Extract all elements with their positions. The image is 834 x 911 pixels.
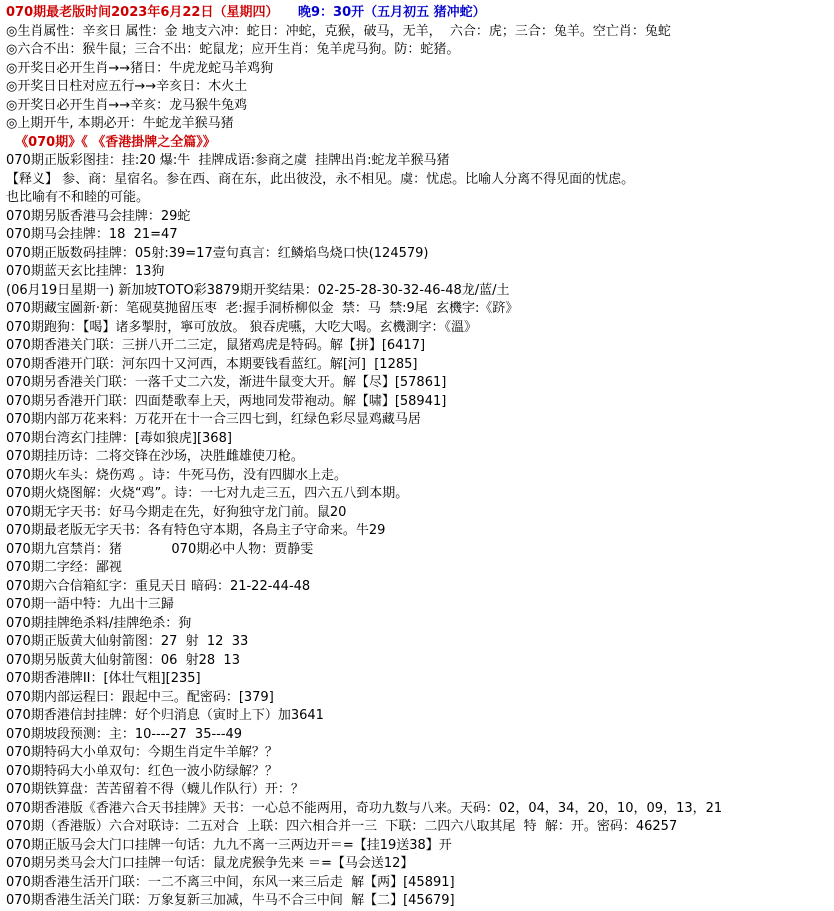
header-line xyxy=(0,4,834,23)
document-line: ◎上期开牛, 本期必开：牛蛇龙羊猴马猪 xyxy=(6,116,234,131)
document-line: 070期台湾玄门挂牌：[毒如狼虎][368] xyxy=(6,430,232,446)
document-line: 070期（香港版）六合对联诗：二五对合 上联：四六相合并一三 下联：二四六八取其尾 特 解：开。密码：46257 xyxy=(6,819,678,834)
document-line: 070期香港信封挂牌：好个归消息（寅时上下）加3641 xyxy=(6,708,324,723)
document-line: ◎六合不出：猴牛鼠；三合不出：蛇鼠龙；应开生肖：兔羊虎马狗。防：蛇猪。 xyxy=(6,42,460,57)
document-line: ◎开奖日日柱对应五行→→辛亥日：木火土 xyxy=(6,79,248,94)
document-line: 070期二字经：鄙视 xyxy=(6,560,122,575)
document-line: 070期内部运程曰：跟起中三。配密码：[379] xyxy=(6,689,274,705)
document-line: 070期正版彩图挂：挂:20 爆:牛 挂牌成语:参商之虞 挂牌出肖:蛇龙羊猴马猪 xyxy=(6,153,450,168)
document-line: ◎生肖属性：辛亥日 属性：金 地支六冲：蛇日：冲蛇，克猴，破马，无羊， 六合：虎；三合：兔羊。空亡肖：兔蛇 xyxy=(6,23,671,39)
document-line: 070期特码大小单双句：红色一波小防绿解？？ xyxy=(6,763,278,779)
document-line: 070期六合信箱紅字：重見天日 暗码：21-22-44-48 xyxy=(6,578,311,594)
header-title-left: 070期最老版时间2023年6月22日（星期四） xyxy=(6,5,272,20)
document-line: 070期马会挂牌：18 21=47 xyxy=(6,227,178,242)
document-line: 070期铁算盘：苦苦留着不得（蠛儿作队行）开：？ xyxy=(6,782,304,797)
document-line: 070期另香港关门联：一落千丈二六发，渐进牛鼠变大开。解【尽】[57861] xyxy=(6,375,447,390)
document-line: 070期内部万花来料：万花开在十一合三四七到，红绿色彩尽显鸡藏马居 xyxy=(6,412,421,427)
document-line: 070期另类马会大门口挂牌一句话：鼠龙虎猴争先来 ＝=【马会送12】 xyxy=(6,856,414,871)
document-line: 070期正版黄大仙射箭图：27 射 12 33 xyxy=(6,634,249,649)
document-line: 【释义】 参、商：星宿名。参在西、商在东，此出彼没，永不相见。虞：忧虑。比喻人分离不得见面的忧虑。 xyxy=(6,171,635,187)
document-line: 070期藏宝圖新·新：笔砚莫抛留压枣 老:握手洞桥柳似金 禁：马 禁:9尾 玄機字:《跻》 xyxy=(6,301,519,316)
document-line: 070期香港牌II：[体壮气粗][235] xyxy=(6,671,201,686)
document-line: 070期香港版《香港六合天书挂牌》天书：一心总不能两用，奇功九数与八来。天码：02，04，34，20，10，09，13，21 xyxy=(6,800,723,816)
document-line: 070期特码大小单双句：今期生肖定牛羊解？？ xyxy=(6,745,278,760)
document-line: 070期火车头：烧伤鸡 。诗：牛死马伤，没有四脚水上走。 xyxy=(6,467,347,483)
document-line: 070期香港生活关门联：万象复新三加减，牛马不合三中间 解【二】[45679] xyxy=(6,893,455,908)
document-body xyxy=(0,23,834,911)
document-line: (06月19日星期一) 新加坡TOTO彩3879期开奖结果：02-25-28-30-32-46-48龙/蓝/土 xyxy=(6,282,510,298)
document-line: 070期挂牌绝杀料/挂牌绝杀：狗 xyxy=(6,615,192,631)
document-line: 070期一語中特：九出十三歸 xyxy=(6,597,174,612)
document-line: 070期另版黄大仙射箭图：06 射28 13 xyxy=(6,652,240,668)
header-gap xyxy=(272,5,298,20)
document-line: 070期另版香港马会挂牌：29蛇 xyxy=(6,208,191,224)
document-line: ◎开奖日必开生肖→→辛亥：龙马猴牛兔鸡 xyxy=(6,97,248,113)
document-line: 也比喻有不和睦的可能。 xyxy=(6,190,150,205)
document-line: 070期最老版无字天书：各有特色守本期，各鳥主子守命来。牛29 xyxy=(6,523,386,538)
document-line: 070期正版马会大门口挂牌一句话：九九不离一三两边开＝=【挂19送38】开 xyxy=(6,837,452,853)
document-line: ◎开奖日必开生肖→→猪日：牛虎龙蛇马羊鸡狗 xyxy=(6,60,274,76)
document-line: 070期香港生活开门联：一二不离三中间，东风一来三后走 解【两】[45891] xyxy=(6,874,455,890)
document-line: 070期香港开门联：河东四十又河西，本期要钱看蓝红。解[河] [1285] xyxy=(6,356,418,372)
document-line: 070期火烧图解：火烧“鸡”。诗：一七对九走三五，四六五八到本期。 xyxy=(6,486,409,501)
document-line: 070期坡段预测：主：10----27 35---49 xyxy=(6,726,243,742)
document-line: 070期蓝天玄比挂牌：13狗 xyxy=(6,264,165,279)
document-line: 070期跑狗：【喝】诸多掣肘，寧可放放。 狼吞虎嚥，大吃大喝。玄機測字：《溫》 xyxy=(6,319,477,335)
document-line: 《070期》《 《香港掛牌之全篇》》 xyxy=(6,134,216,150)
header-title-mid: 晚9：30开（五月初五 猪冲蛇） xyxy=(297,5,486,20)
document-line: 070期挂历诗：二将交锋在沙场，决胜雌雄使刀枪。 xyxy=(6,449,304,464)
document-line: 070期正版数码挂牌：05射:39=17壹句真言：红鳞焰鸟烧口快(124579) xyxy=(6,245,429,261)
document-line: 070期无字天书：好马今期走在先，好狗独守龙门前。鼠20 xyxy=(6,504,347,520)
document-line: 070期香港关门联：三拼八开二三定，鼠猪鸡虎是特码。解【拼】[6417] xyxy=(6,338,426,353)
document-line: 070期另香港开门联：四面楚歌奉上天，两地同发带袍动。解【啸】[58941] xyxy=(6,393,447,409)
document-line: 070期九宫禁肖：猪 070期必中人物：贾静雯 xyxy=(6,541,314,557)
